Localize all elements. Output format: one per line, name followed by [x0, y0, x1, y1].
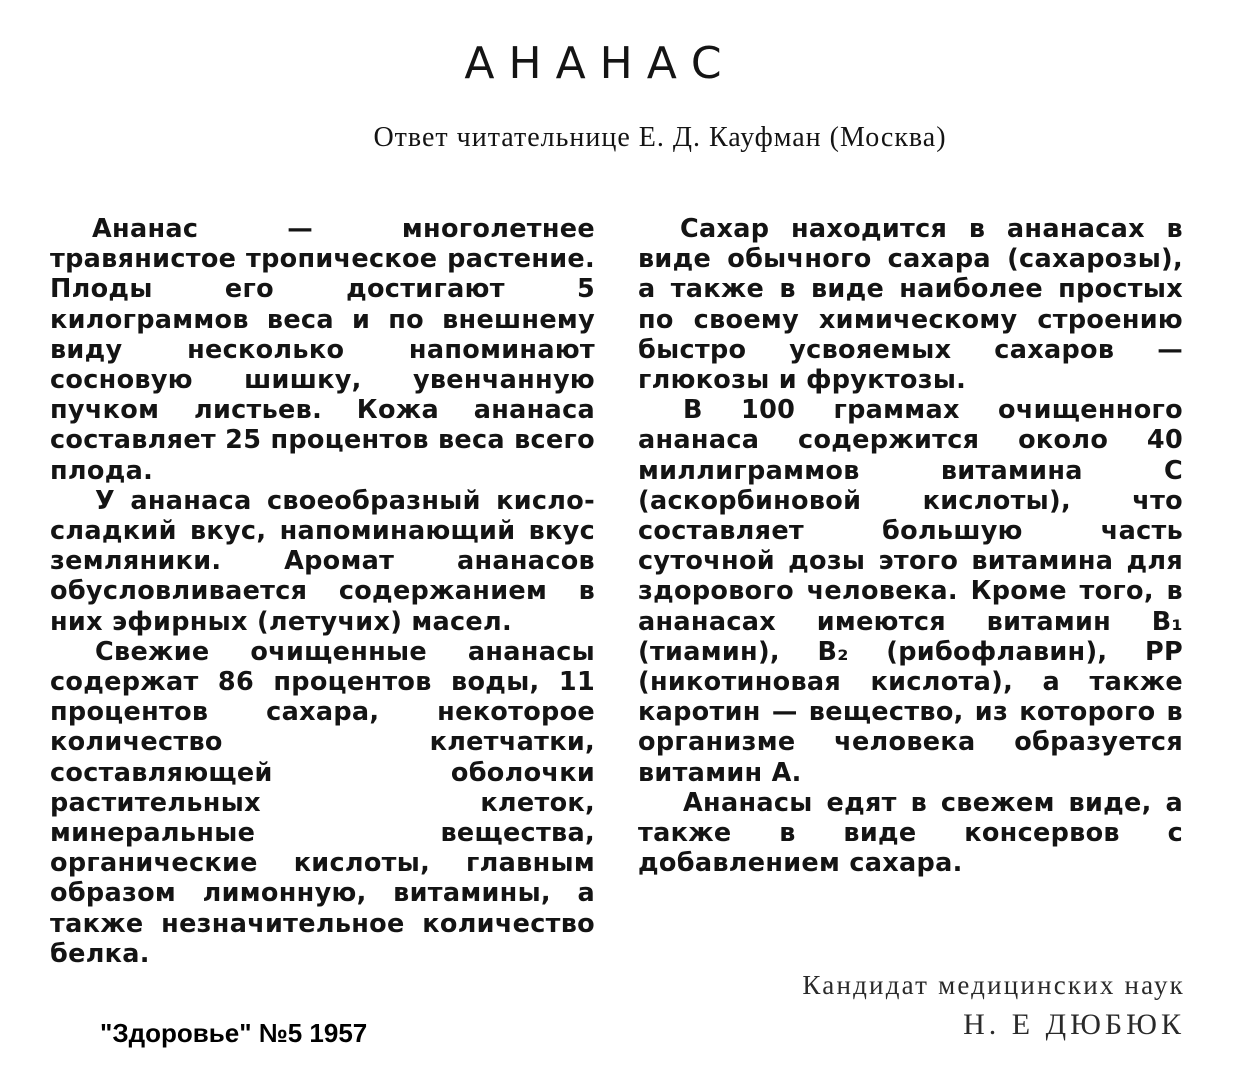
paragraph: В 100 граммах очищенного ананаса содержится около 40 миллиграммов витамина С (аскорбиновой кислоты), что составляет большую часть суточной дозы этого витамина для здорового человека. Кроме того, в ананасах имеются витамин B₁ (тиамин), B₂ (рибофлавин), PP (никотиновая кислота), а также каротин — вещество, из которого в организме человека образуется витамин А. — [638, 395, 1183, 788]
article-title: АНАНАС — [464, 38, 736, 89]
paragraph: Ананасы едят в свежем виде, а также в виде консервов с добавлением сахара. — [638, 787, 1183, 879]
paragraph: Сахар находится в ананасах в виде обычного сахара (сахарозы), а также в виде наиболее простых по своему химическому строению быстро усвояемых сахаров — глюкозы и фруктозы. — [638, 214, 1183, 396]
paragraph: Ананас — многолетнее травянистое тропическое растение. Плоды его достигают 5 килограммов веса и по внешнему виду несколько напоминают сосновую шишку, увенчанную пучком листьев. Кожа ананаса составляет 25 процентов веса всего плода. — [50, 214, 595, 486]
article-subtitle: Ответ читательнице Е. Д. Кауфман (Москва) — [373, 122, 947, 153]
article-column-right — [638, 214, 1183, 878]
signature-role: Кандидат медицинских наук — [802, 970, 1185, 1000]
signature-name: Н. Е ДЮБЮК — [963, 1008, 1185, 1041]
article-column-left — [50, 214, 595, 969]
source-caption: "Здоровье" №5 1957 — [100, 1018, 368, 1048]
paragraph: Свежие очищенные ананасы содержат 86 процентов воды, 11 процентов сахара, некоторое количество клетчатки, составляющей оболочки растительных клеток, минеральные вещества, органические кислоты, главным образом лимонную, витамины, а также незначительное количество белка. — [50, 636, 595, 969]
paragraph: У ананаса своеобразный кисло-сладкий вкус, напоминающий вкус земляники. Аромат ананасов обусловливается содержанием в них эфирных (летучих) масел. — [50, 485, 595, 637]
